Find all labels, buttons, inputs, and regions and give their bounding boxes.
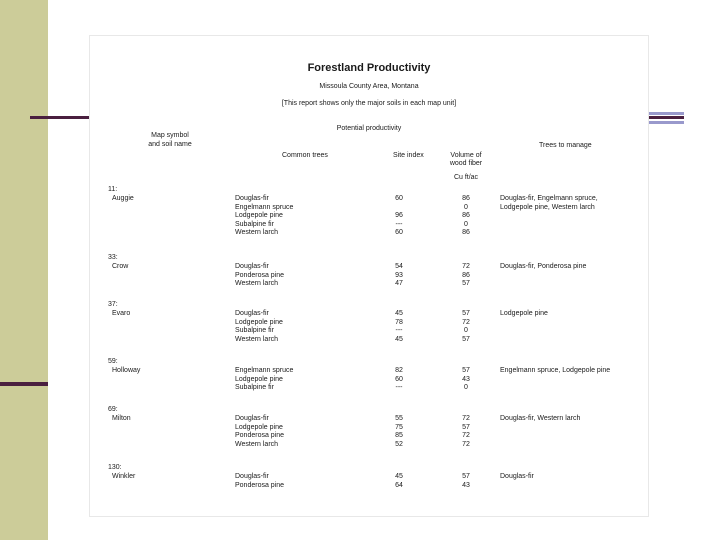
potential-productivity-heading: Potential productivity [336, 125, 402, 132]
header-trees-to-manage: Trees to manage [539, 142, 592, 149]
tree-name: Subalpine fir [235, 327, 274, 335]
volume-value: 86 [462, 212, 470, 220]
header-soil-name: and soil name [148, 141, 192, 148]
volume-value: 43 [462, 375, 470, 383]
volume-value: 72 [462, 432, 470, 440]
tree-name: Douglas-fir [235, 310, 269, 317]
tree-name: Douglas-fir [235, 473, 269, 480]
site-index-value: 78 [395, 318, 403, 326]
site-index-value: 60 [395, 195, 403, 202]
tree-name: Douglas-fir [235, 195, 269, 202]
trees-to-manage-text: Douglas-fir, Western larch [500, 415, 581, 422]
volume-value: 72 [462, 318, 470, 326]
map-symbol-winkler: 130: [108, 464, 122, 471]
site-index-value: 45 [395, 335, 403, 343]
tree-name: Lodgepole pine [235, 375, 283, 383]
trees-to-manage-text: Lodgepole pine [500, 310, 548, 317]
sidebar-rule [0, 382, 48, 386]
trees-to-manage-text: Lodgepole pine, Western larch [500, 203, 595, 211]
volume-value: 57 [462, 280, 470, 288]
slide-sidebar [0, 0, 48, 540]
site-index-value: 75 [395, 423, 403, 431]
tree-name: Subalpine fir [235, 384, 274, 392]
tree-name: Douglas-fir [235, 263, 269, 270]
site-index-value: 64 [395, 481, 403, 489]
map-symbol-holloway: 59: [108, 358, 118, 365]
soil-name-milton: Milton [112, 415, 131, 422]
slide-bar-right-top [648, 112, 684, 115]
volume-value: 43 [462, 481, 470, 489]
site-index-value: 60 [395, 375, 403, 383]
header-site-index: Site index [393, 152, 424, 159]
map-symbol-evaro: 37: [108, 301, 118, 308]
site-index-value: 96 [395, 212, 403, 220]
volume-value: 72 [462, 415, 470, 422]
tree-name: Western larch [235, 280, 279, 288]
report-document [90, 36, 648, 516]
trees-to-manage-text: Engelmann spruce, Lodgepole pine [500, 367, 611, 374]
site-index-value: 93 [395, 271, 403, 279]
volume-value: 86 [462, 271, 470, 279]
volume-value: 72 [462, 440, 470, 448]
header-map-symbol: Map symbol [151, 132, 189, 139]
site-index-value: 45 [395, 473, 403, 480]
map-symbol-milton: 69: [108, 406, 118, 413]
tree-name: Douglas-fir [235, 415, 269, 422]
volume-value: 86 [462, 195, 470, 202]
volume-value: 86 [462, 229, 470, 237]
tree-name: Engelmann spruce [235, 367, 294, 374]
header-common-trees: Common trees [282, 152, 328, 159]
tree-name: Lodgepole pine [235, 423, 283, 431]
soil-name-evaro: Evaro [112, 310, 131, 317]
tree-name: Ponderosa pine [235, 271, 285, 279]
site-index-value: 60 [395, 229, 403, 237]
soil-name-winkler: Winkler [112, 473, 136, 480]
tree-name: Ponderosa pine [235, 432, 285, 440]
header-volume-line2: wood fiber [449, 160, 483, 167]
report-note: [This report shows only the major soils in each map unit] [281, 100, 457, 107]
site-index-value: 47 [395, 280, 403, 288]
volume-value: 57 [462, 310, 470, 317]
map-symbol-crow: 33: [108, 254, 118, 261]
report-area: Missoula County Area, Montana [319, 83, 419, 90]
volume-value: 0 [464, 220, 468, 228]
site-index-value: --- [395, 384, 403, 392]
tree-name: Western larch [235, 440, 279, 448]
slide-rule-left [30, 116, 90, 119]
tree-name: Lodgepole pine [235, 212, 283, 220]
trees-to-manage-text: Douglas-fir, Ponderosa pine [500, 263, 587, 270]
soil-name-holloway: Holloway [112, 367, 141, 374]
site-index-value: --- [395, 327, 403, 335]
tree-name: Lodgepole pine [235, 318, 283, 326]
volume-value: 0 [464, 384, 468, 392]
site-index-value: 85 [395, 432, 403, 440]
tree-name: Ponderosa pine [235, 481, 285, 489]
tree-name: Engelmann spruce [235, 203, 294, 211]
site-index-value: --- [395, 220, 403, 228]
volume-value: 72 [462, 263, 470, 270]
trees-to-manage-text: Douglas-fir, Engelmann spruce, [500, 195, 598, 202]
report-title: Forestland Productivity [307, 62, 431, 74]
header-volume-line1: Volume of [450, 152, 482, 159]
volume-value: 57 [462, 367, 470, 374]
site-index-value: 82 [395, 367, 403, 374]
tree-name: Western larch [235, 335, 279, 343]
volume-value: 57 [462, 335, 470, 343]
trees-to-manage-text: Douglas-fir [500, 473, 534, 480]
volume-value: 0 [464, 327, 468, 335]
soil-name-auggie: Auggie [112, 195, 134, 202]
slide-bar-right-bottom [648, 121, 684, 124]
map-symbol-auggie: 11: [108, 186, 118, 193]
slide-rule-right [648, 116, 684, 119]
volume-value: 57 [462, 423, 470, 431]
volume-value: 57 [462, 473, 470, 480]
header-units: Cu ft/ac [453, 174, 479, 181]
tree-name: Western larch [235, 229, 279, 237]
site-index-value: 54 [395, 263, 403, 270]
soil-name-crow: Crow [112, 263, 129, 270]
tree-name: Subalpine fir [235, 220, 274, 228]
site-index-value: 55 [395, 415, 403, 422]
volume-value: 0 [464, 203, 468, 211]
site-index-value: 52 [395, 440, 403, 448]
site-index-value: 45 [395, 310, 403, 317]
